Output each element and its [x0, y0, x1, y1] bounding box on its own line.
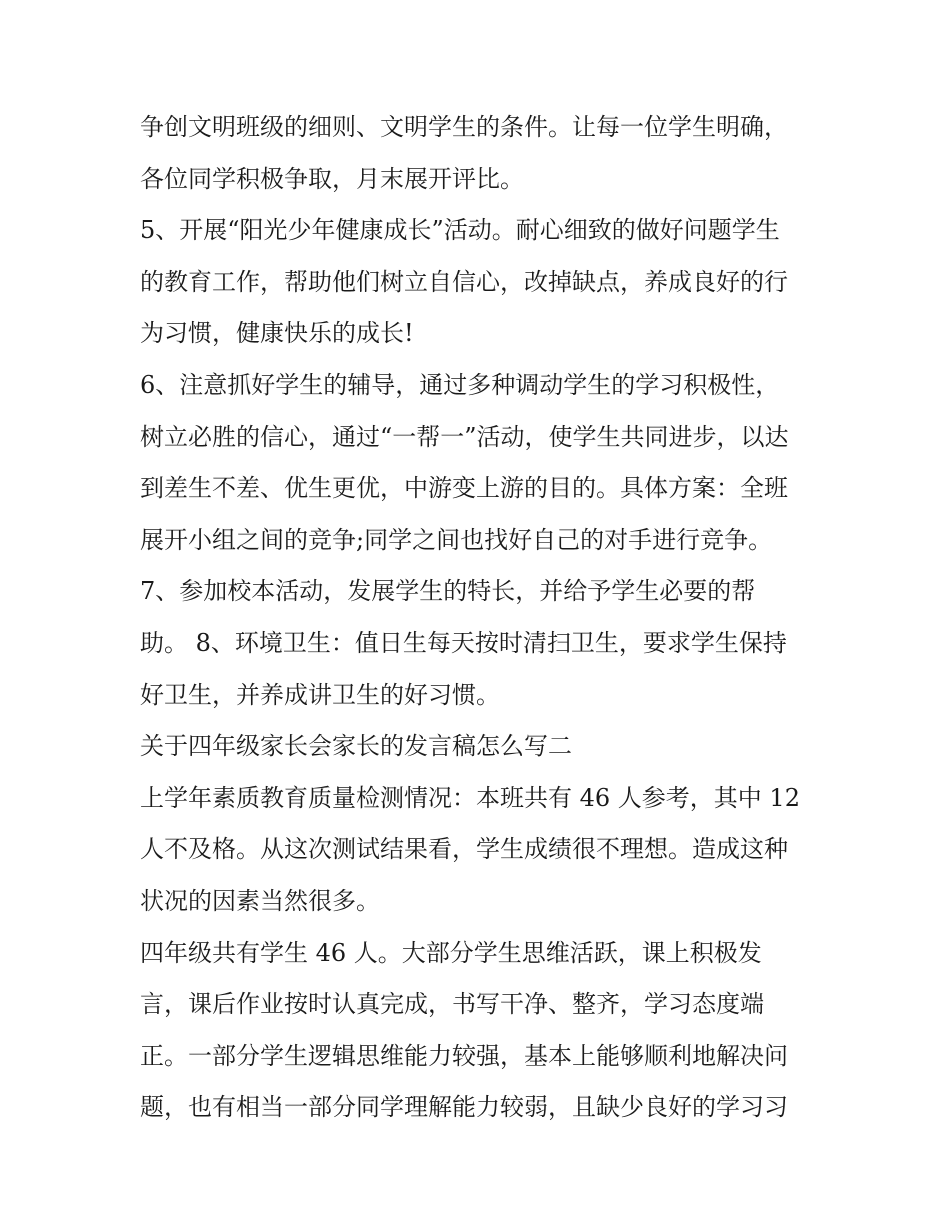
text-line: 状况的因素当然很多。 [140, 886, 380, 915]
text-line: 好卫生，并养成讲卫生的好习惯。 [140, 680, 500, 709]
text-line: 各位同学积极争取，月末展开评比。 [140, 164, 524, 193]
document-body [140, 102, 830, 1134]
text-line: 正。一部分学生逻辑思维能力较强，基本上能够顺利地解决问 [140, 1041, 788, 1070]
text-line: 争创文明班级的细则、文明学生的条件。让每一位学生明确， [140, 113, 788, 141]
text-line: 上学年素质教育质量检测情况：本班共有 46 人参考，其中 12 [140, 783, 800, 812]
text-line: 的教育工作，帮助他们树立自信心，改掉缺点，养成良好的行 [140, 267, 788, 296]
text-line: 6、注意抓好学生的辅导，通过多种调动学生的学习积极性， [140, 370, 780, 399]
text-line: 展开小组之间的竞争;同学之间也找好自己的对手进行竞争。 [140, 525, 773, 554]
text-line: 到差生不差、优生更优，中游变上游的目的。具体方案：全班 [140, 474, 788, 503]
section-heading: 关于四年级家长会家长的发言稿怎么写二 [140, 732, 572, 761]
text-line: 言，课后作业按时认真完成，书写干净、整齐，学习态度端 [140, 990, 764, 1019]
text-line: 5、开展“阳光少年健康成长”活动。耐心细致的做好问题学生 [140, 216, 780, 245]
text-line: 人不及格。从这次测试结果看，学生成绩很不理想。造成这种 [140, 835, 788, 864]
text-line: 为习惯，健康快乐的成长! [140, 319, 414, 348]
text-line: 题，也有相当一部分同学理解能力较弱，且缺少良好的学习习 [140, 1093, 788, 1122]
text-line: 树立必胜的信心，通过“一帮一”活动，使学生共同进步，以达 [140, 422, 789, 451]
text-line: 助。 8、环境卫生：值日生每天按时清扫卫生，要求学生保持 [140, 628, 787, 657]
text-line: 四年级共有学生 46 人。大部分学生思维活跃，课上积极发 [140, 938, 762, 967]
text-line: 7、参加校本活动，发展学生的特长，并给予学生必要的帮 [140, 577, 756, 606]
